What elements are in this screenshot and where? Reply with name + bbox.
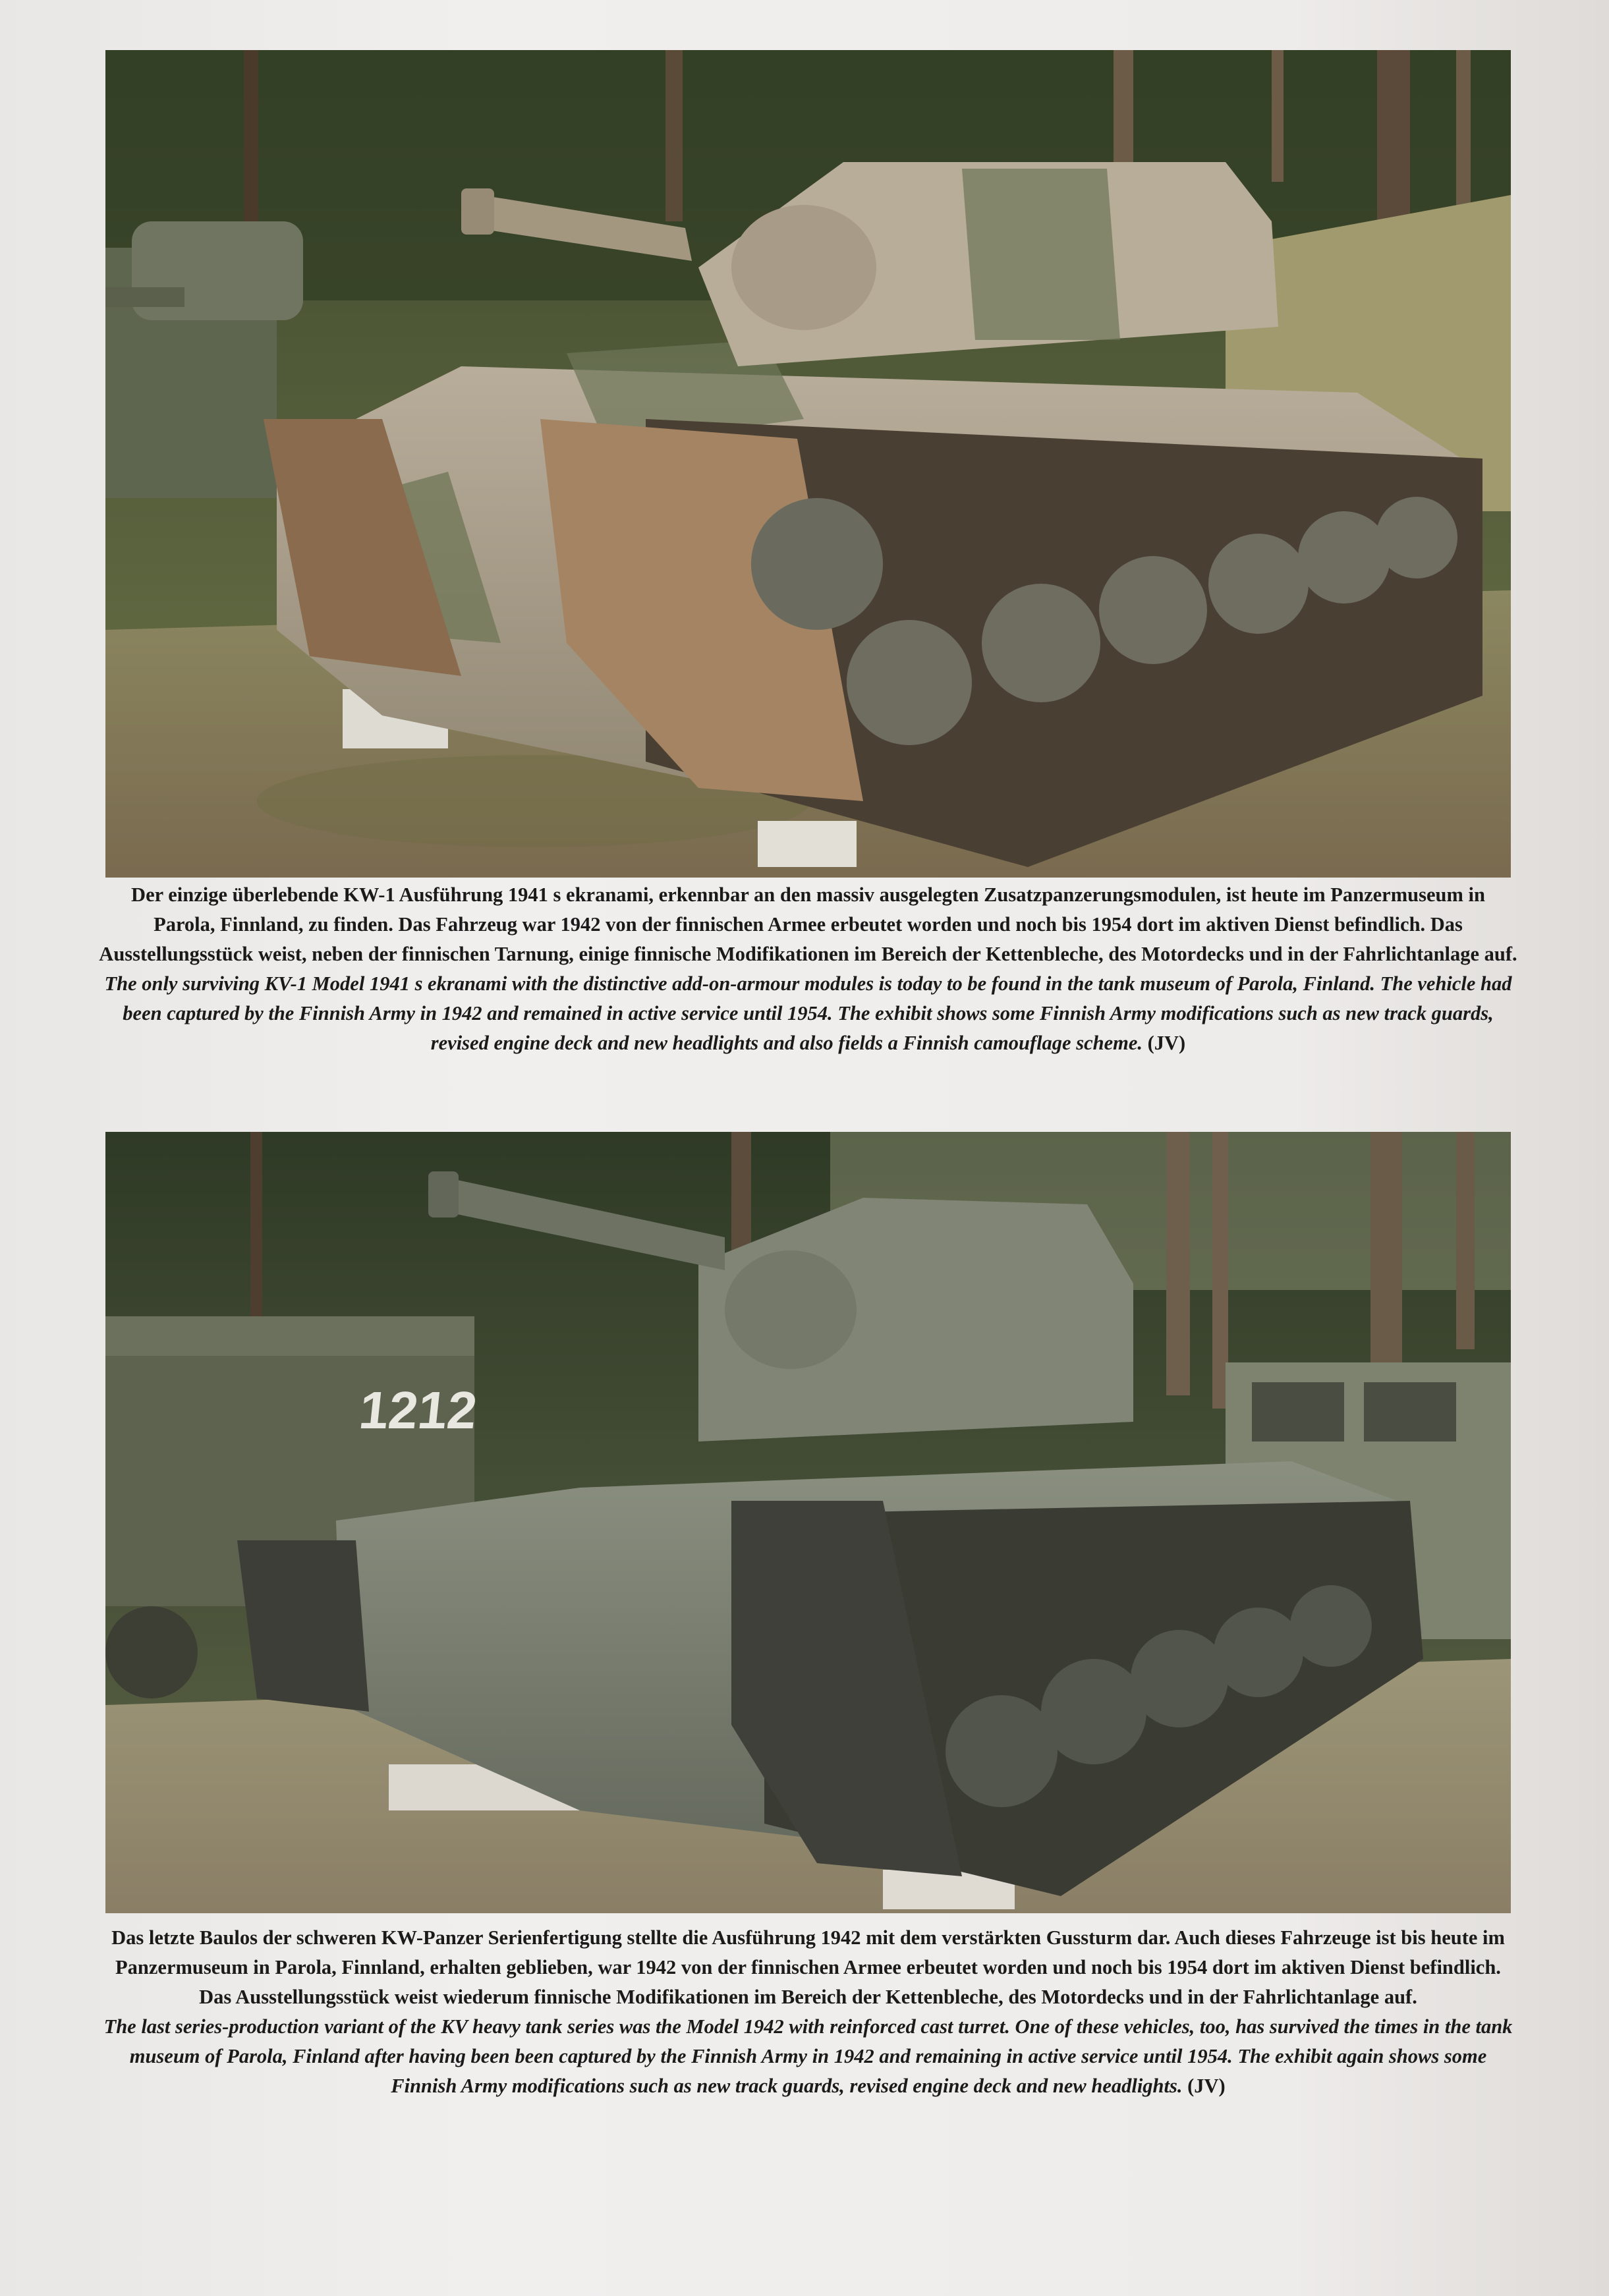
caption-1-german: Der einzige überlebende KW-1 Ausführung 1941 s ekranami, erkennbar an den massiv ausgelegten Zusatzpanzerungsmodulen, ist heute im Panzermuseum in Parola, Finnland, zu finden. Das Fahrzeug war 1942 von der finnischen Armee erbeutet worden und noch bis 1954 dort im aktiven Dienst befindlich. Das Ausstellungsstück weist, neben der finnischen Tarnung, einige finnische Modifikationen im Bereich der Kettenbleche, des Motordecks und in der Fahrlichtanlage auf. bbox=[99, 883, 1517, 965]
vehicle-number-1212: 1212 bbox=[356, 1380, 480, 1440]
photo-kv1-1941-illustration bbox=[105, 50, 1511, 878]
caption-1-english bbox=[99, 969, 1517, 1058]
photo-kv1-1942-illustration bbox=[105, 1132, 1511, 1913]
caption-1-english-text: The only surviving KV-1 Model 1941 s ekranami with the distinctive add-on-armour modules is today to be found in the tank museum of Parola, Finland. The vehicle had been captured by the Finnish Army in 1942 and remained in active service until 1954. The exhibit shows some Finnish Army modifications such as new track guards, revised engine deck and new headlights and also fields a Finnish camouflage scheme. bbox=[104, 972, 1512, 1054]
photo-caption-1 bbox=[99, 880, 1517, 1058]
caption-1-credit: (JV) bbox=[1147, 1032, 1186, 1054]
caption-2-german: Das letzte Baulos der schweren KW-Panzer Serienfertigung stellte die Ausführung 1942 mit dem verstärkten Gussturm dar. Auch dieses Fahrzeuge ist bis heute im Panzermuseum in Parola, Finnland, erhalten geblieben, war 1942 von der finnischen Armee erbeutet worden und noch bis 1954 dort im aktiven Dienst befindlich. Das Ausstellungsstück weist wiederum finnische Modifikationen im Bereich der Kettenbleche, des Motordecks und in der Fahrlichtanlage auf. bbox=[111, 1926, 1505, 2008]
photo-kv1-1942 bbox=[105, 1132, 1511, 1913]
photo-kv1-1941 bbox=[105, 50, 1511, 878]
photo-caption-2 bbox=[99, 1923, 1517, 2101]
caption-2-english bbox=[99, 2012, 1517, 2101]
caption-2-credit: (JV) bbox=[1187, 2075, 1226, 2097]
caption-2-english-text: The last series-production variant of the KV heavy tank series was the Model 1942 with reinforced cast turret. One of these vehicles, too, has survived the times in the tank museum of Parola, Finland after having been been captured by the Finnish Army in 1942 and remaining in active service until 1954. The exhibit again shows some Finnish Army modifications such as new track guards, revised engine deck and new headlights. bbox=[103, 2015, 1513, 2097]
